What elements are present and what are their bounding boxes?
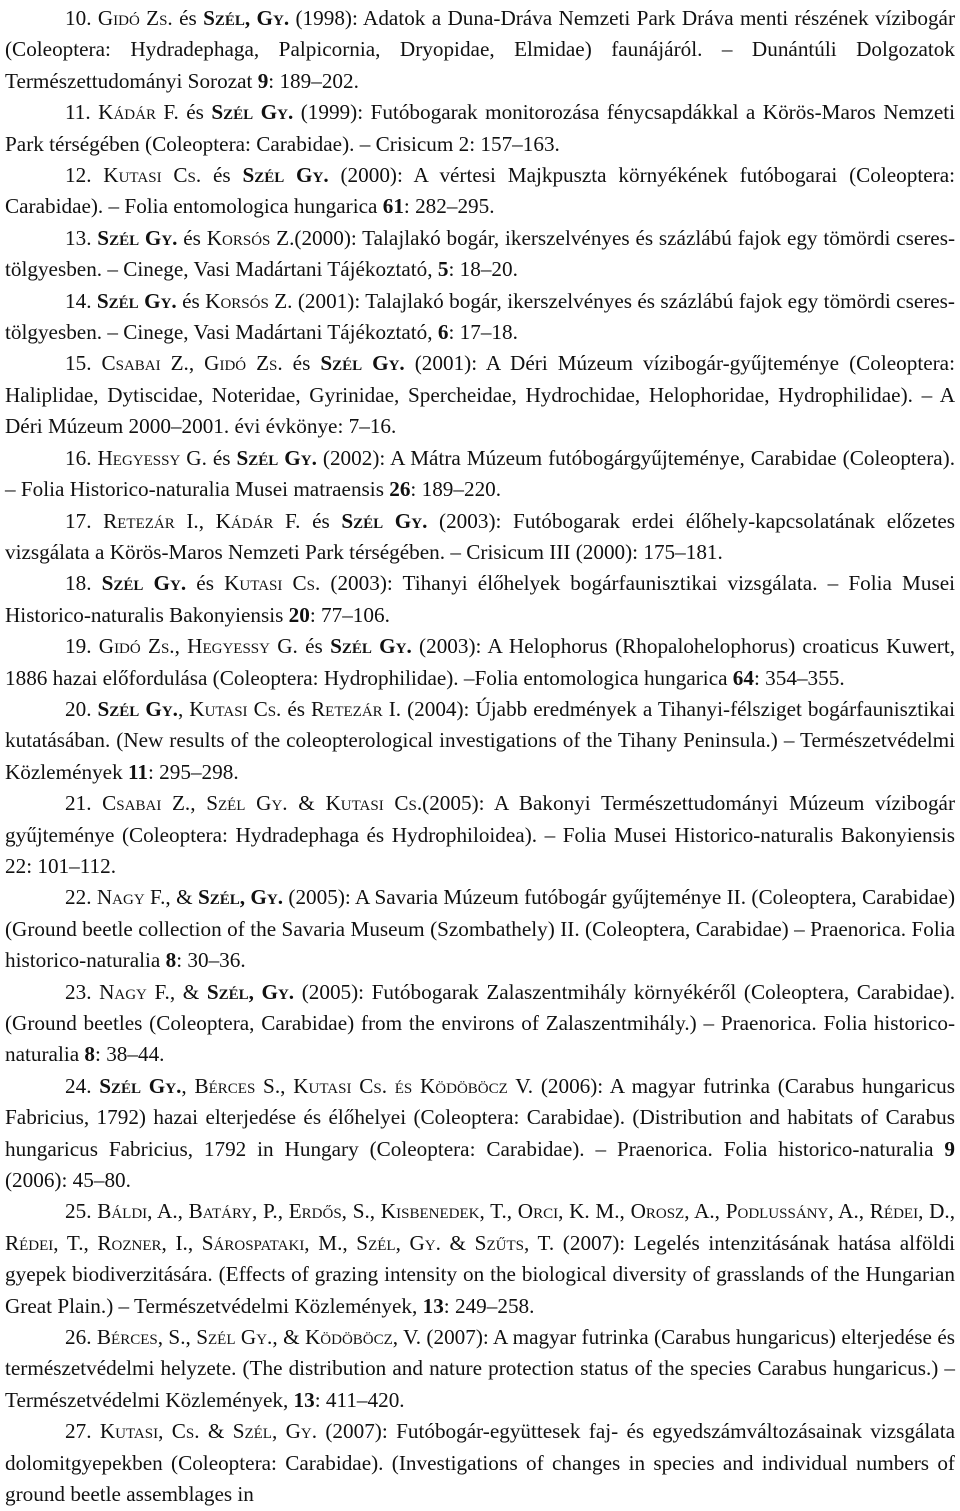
author-name: Kutasi Cs.	[224, 571, 321, 596]
author-name: Szél Gy.	[96, 288, 177, 313]
reference-text: : 282–295.	[403, 194, 495, 219]
reference-text: és	[178, 100, 212, 125]
author-name: Kutasi Cs.	[325, 791, 423, 816]
author-name: Retezár I.	[311, 696, 402, 721]
author-name: Kutasi, Cs.	[99, 1419, 200, 1444]
reference-text: (2001): A Déri Múzeum vízibogár-gyűjteménye (Coleoptera: Haliplidae, Dytiscidae, Noteridae, Gyrinidae, Spercheidae, Hydrochidae, Helophoridae, Hydrophilidae). – A Déri Múzeum 2000–2001. évi évkönye: 7–16.	[5, 351, 955, 439]
reference-text: 15.	[65, 351, 102, 376]
reference-text: &	[199, 1419, 233, 1444]
reference-text: : 38–44.	[95, 1042, 165, 1067]
volume-number: 8	[84, 1042, 96, 1067]
reference-text: 13.	[65, 225, 98, 250]
reference-text: : 354–355.	[753, 665, 845, 690]
reference-text: &	[287, 791, 326, 816]
author-name: Retezár I., Kádár F.	[103, 508, 301, 533]
author-name: Csabai Z., Gidó Zs.	[101, 351, 283, 376]
author-name: Szél Gy.	[320, 351, 405, 376]
reference-text: 19.	[65, 634, 99, 659]
reference-entry	[5, 97, 955, 160]
reference-entry	[5, 160, 955, 223]
reference-entry	[5, 223, 955, 286]
reference-text: 23.	[65, 979, 100, 1004]
reference-text: és	[172, 6, 204, 30]
reference-text: és	[186, 571, 225, 596]
author-name: Korsós Z.	[205, 288, 293, 313]
reference-text: ,	[185, 1325, 197, 1350]
author-name: Bérces, S.	[96, 1325, 186, 1350]
reference-text: 14.	[65, 288, 97, 313]
author-name: Szél Gy.	[196, 1325, 273, 1350]
author-name: Szél Gy.	[236, 445, 317, 470]
reference-text: 21.	[65, 791, 103, 816]
volume-number: 9	[944, 1136, 955, 1161]
author-name: Szél Gy.	[97, 696, 178, 721]
volume-number: 13	[293, 1387, 315, 1412]
volume-number: 13	[422, 1293, 444, 1318]
reference-text: 24.	[65, 1073, 100, 1098]
reference-entry	[5, 882, 955, 976]
volume-number: 5	[437, 257, 449, 282]
author-name: Szél Gy.	[341, 508, 428, 533]
volume-number: 20	[288, 602, 310, 627]
volume-number: 6	[437, 320, 449, 345]
reference-text: és	[300, 508, 342, 533]
reference-text: (2001): Talajlakó bogár, ikerszelvényes és százlábú fajok egy tömördi cseres-tölgyesben. – Cinege, Vasi Madártani Tájékoztató,	[5, 288, 955, 345]
volume-number: 8	[165, 948, 177, 973]
reference-text: (2006): A magyar futrinka (Carabus hungaricus Fabricius, 1792) hazai elterjedése és élőhelyei (Coleoptera: Carabidae). (Distribution and habitats of Carabus hungaricus Fabricius, 1792 in Hungary (Coleoptera: Carabidae). – Praenorica. Folia historico-naturalia	[5, 1073, 956, 1161]
reference-text: : 17–18.	[448, 320, 518, 345]
reference-text: , &	[169, 979, 207, 1004]
reference-text: és	[281, 696, 312, 721]
author-name: Szél, Gy.	[232, 1419, 318, 1444]
reference-text: és	[297, 634, 331, 659]
volume-number: 11	[127, 759, 148, 784]
author-name: Gidó Zs., Hegyessy G.	[98, 634, 298, 659]
reference-entry	[5, 506, 955, 569]
reference-text: : 30–36.	[176, 948, 246, 973]
reference-text: (1998): Adatok a Duna-Dráva Nemzeti Park Dráva menti részének vízibogár (Coleoptera: Hydradephaga, Palpicornia, Dryopidae, Elmidae) faunájáról. – Dunántúli Dolgozatok Természettudományi Sorozat	[5, 6, 956, 93]
reference-text: 22.	[65, 885, 97, 910]
author-name: Bérces S., Kutasi Cs. és Ködöböcz V.	[194, 1073, 534, 1098]
reference-entry	[5, 3, 955, 97]
reference-text: és	[282, 351, 321, 376]
author-name: Kutasi Cs.	[103, 163, 202, 188]
reference-text: 10.	[65, 6, 98, 30]
reference-text: , &	[165, 885, 198, 910]
reference-text: : 249–258.	[443, 1293, 535, 1318]
reference-text: (2003): Futóbogarak erdei élőhely-kapcsolatának előzetes vizsgálata a Körös-Maros Nemzeti Park térségében. – Crisicum III (2000): 175–181.	[5, 508, 955, 564]
author-name: Báldi, A., Batáry, P., Erdős, S., Kisbenedek, T., Orci, K. M., Orosz, A., Podlussány, A., Rédei, D., Rédei, T., Rozner, I., Sárospataki, M., Szél, Gy. & Szűts, T.	[5, 1199, 955, 1255]
author-name: Szél Gy.	[101, 571, 187, 596]
author-name: Nagy F.	[96, 885, 166, 910]
reference-text: és	[176, 288, 206, 313]
reference-entry	[5, 788, 955, 882]
reference-text: (2002): A Mátra Múzeum futóbogárgyűjteménye, Carabidae (Coleoptera). – Folia Historico-naturalia Musei matraensis	[5, 445, 956, 502]
reference-text: (2004): Újabb eredmények a Tihanyi-félsziget bogárfaunisztikai kutatásában. (New results of the coleopterological investigations of the Tihany Peninsula.) – Természetvédelmi Közlemények	[5, 696, 955, 784]
author-name: Szél Gy.	[99, 1073, 182, 1098]
author-name: Szél Gy.	[97, 225, 178, 250]
author-name: Kádár F.	[98, 100, 179, 125]
author-name: Szél Gy.	[330, 634, 412, 659]
reference-text: (2003): A Helophorus (Rhopalohelophorus) croaticus Kuwert, 1886 hazai előfordulása (Coleoptera: Hydrophilidae). –Folia entomologica hungarica	[5, 634, 956, 690]
volume-number: 64	[732, 665, 754, 690]
author-name: Csabai Z., Szél Gy.	[102, 791, 288, 816]
reference-text: 26.	[65, 1325, 97, 1350]
reference-entry	[5, 977, 955, 1071]
volume-number: 9	[257, 68, 269, 93]
reference-entry	[5, 443, 955, 506]
reference-text: (2005): A Savaria Múzeum futóbogár gyűjteménye II. (Coleoptera, Carabidae) (Ground beetle collection of the Savaria Museum (Szombathely) II. (Coleoptera, Carabidae) – Praenorica. Folia historico-naturalia	[5, 885, 955, 973]
volume-number: 61	[382, 194, 404, 219]
reference-entry	[5, 1322, 955, 1416]
author-name: Gidó Zs.	[97, 6, 173, 30]
author-name: Nagy F.	[99, 979, 170, 1004]
reference-text: ,	[181, 1073, 195, 1098]
reference-entry	[5, 1416, 955, 1510]
reference-text: (1999): Futóbogarak monitorozása fénycsapdákkal a Körös-Maros Nemzeti Park térségében (Coleoptera: Carabidae). – Crisicum 2: 157–163.	[5, 100, 955, 156]
reference-text: (2003): Tihanyi élőhelyek bogárfaunisztikai vizsgálata. – Folia Musei Historico-naturalis Bakonyiensis	[5, 571, 956, 627]
reference-entry	[5, 568, 955, 631]
volume-number: 26	[389, 477, 411, 502]
reference-text: (2005): A Bakonyi Természettudományi Múzeum vízibogár gyűjteménye (Coleoptera: Hydradephaga és Hydrophiloidea). – Folia Musei Historico-naturalis Bakonyiensis 22: 101–112.	[5, 791, 955, 878]
reference-text: (2005): Futóbogarak Zalaszentmihály környékéről (Coleoptera, Carabidae). (Ground beetles (Coleoptera, Carabidae) from the environs of Zalaszentmihály.) – Praenorica. Folia historico-naturalia	[5, 979, 956, 1067]
reference-text: és	[206, 445, 237, 470]
reference-text: 18.	[65, 571, 102, 596]
reference-text: 16.	[65, 445, 98, 470]
reference-text: : 77–106.	[309, 602, 390, 627]
reference-entry	[5, 286, 955, 349]
author-name: Korsós Z.	[206, 225, 295, 250]
reference-text: 11.	[65, 100, 99, 125]
author-name: Kutasi Cs.	[189, 696, 282, 721]
reference-text: : 295–298.	[148, 759, 239, 784]
reference-text: 27.	[65, 1419, 100, 1444]
reference-text: (2006): 45–80.	[5, 1168, 131, 1193]
reference-text: , &	[272, 1325, 305, 1350]
reference-text: (2000): A vértesi Majkpuszta környékének futóbogarai (Coleoptera: Carabidae). – Folia entomologica hungarica	[5, 163, 955, 219]
reference-entry	[5, 348, 955, 442]
author-name: Szél Gy.	[242, 163, 329, 188]
reference-text: : 411–420.	[314, 1387, 405, 1412]
author-name: Szél, Gy.	[197, 885, 284, 910]
reference-text: : 18–20.	[448, 257, 518, 282]
reference-text: (2007): Futóbogár-együttesek faj- és egyedszámváltozásainak vizsgálata dolomitgyepekben (Coleoptera: Carabidae). (Investigations of changes in species and individual numbers of ground beetle assemblages in	[5, 1419, 955, 1507]
reference-text: és	[177, 225, 207, 250]
reference-text: ,	[177, 696, 190, 721]
reference-text: és	[201, 163, 243, 188]
reference-text: 12.	[65, 163, 104, 188]
author-name: Hegyessy G.	[97, 445, 207, 470]
reference-text: 17.	[65, 508, 104, 533]
author-name: Szél Gy.	[211, 100, 294, 125]
reference-text: (2007): Legelés intenzitásának hatása alföldi gyepek biodiverzitására. (Effects of grazing intensity on the biological diversity of grasslands of the Hungarian Great Plain.) – Természetvédelmi Közlemények,	[5, 1230, 956, 1318]
reference-text: 25.	[65, 1199, 98, 1224]
author-name: Szél, Gy.	[206, 979, 295, 1004]
reference-entry	[5, 1196, 955, 1322]
author-name: Ködöböcz, V.	[304, 1325, 421, 1350]
reference-entry	[5, 631, 955, 694]
reference-text: : 189–220.	[410, 477, 502, 502]
reference-text: (2007): A magyar futrinka (Carabus hungaricus) elterjedése és természetvédelmi helyzete. (The distribution and nature protection status of the species Carabus hungaricus.) – Természetvédelmi Közlemények,	[5, 1325, 956, 1412]
reference-text: 20.	[65, 696, 98, 721]
author-name: Szél, Gy.	[203, 6, 290, 30]
reference-entry	[5, 694, 955, 788]
reference-text: (2000): Talajlakó bogár, ikerszelvényes és százlábú fajok egy tömördi cseres-tölgyesben. – Cinege, Vasi Madártani Tájékoztató,	[5, 225, 956, 282]
reference-text: : 189–202.	[268, 68, 359, 93]
reference-entry	[5, 1071, 955, 1197]
